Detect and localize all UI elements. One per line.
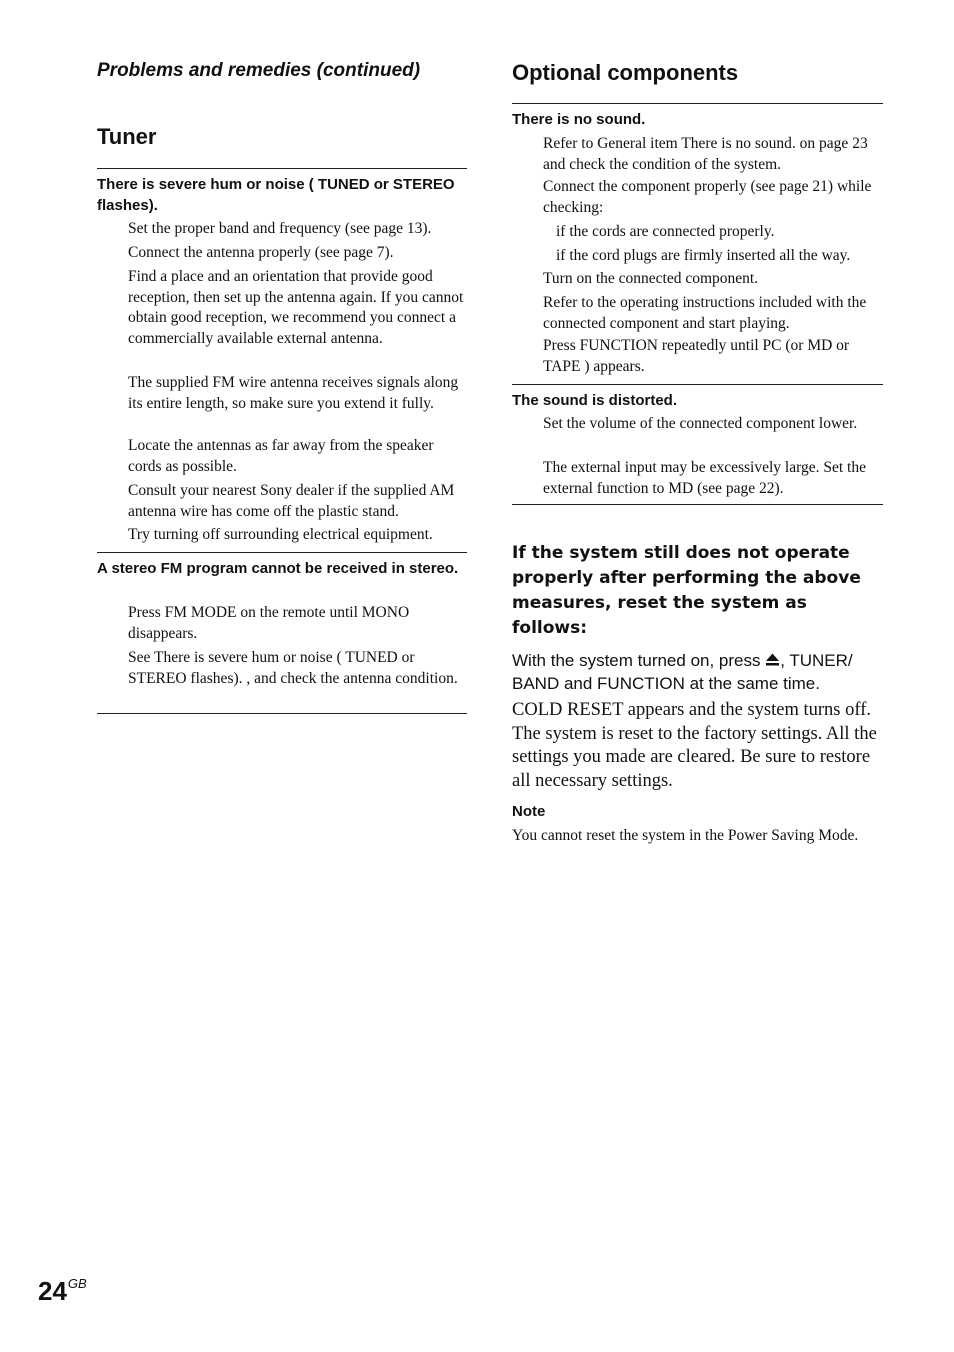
remedy-item: Try turning off surrounding electrical equipment.	[128, 526, 433, 543]
note-label: Note	[512, 803, 546, 820]
problem-heading: There is no sound.	[512, 111, 646, 128]
remedy-item: Press FM MODE on the remote until MONO disappears.	[128, 604, 410, 642]
remedy-item: The external input may be excessively large. Set the external function to MD (see page 22).	[543, 459, 866, 497]
remedy-item: Refer to the operating instructions included with the connected component and start playing.	[543, 294, 867, 332]
note-text: You cannot reset the system in the Power Saving Mode.	[512, 827, 859, 844]
remedy-item: Set the proper band and frequency (see page 13).	[128, 220, 432, 237]
divider	[512, 384, 883, 385]
reset-instruction-pre: With the system turned on, press	[512, 651, 761, 670]
remedy-item: Press FUNCTION repeatedly until PC (or MD or TAPE ) appears.	[543, 337, 850, 375]
divider	[97, 552, 467, 553]
problem-heading: The sound is distorted.	[512, 392, 678, 409]
problem-heading: A stereo FM program cannot be received in stereo.	[97, 560, 459, 577]
reset-result: COLD RESET appears and the system turns off. The system is reset to the factory settings. All the settings you made are cleared. Be sure to restore all necessary settings.	[512, 700, 877, 791]
problem-heading: There is severe hum or noise ( TUNED or STEREO flashes).	[97, 176, 455, 214]
eject-icon	[765, 651, 780, 673]
running-head: Problems and remedies (continued)	[97, 60, 421, 81]
divider	[512, 103, 883, 104]
remedy-item: Turn on the connected component.	[543, 270, 759, 287]
remedy-item: Consult your nearest Sony dealer if the supplied AM antenna wire has come off the plastic stand.	[128, 482, 455, 520]
page-number-value: 24	[38, 1276, 67, 1306]
section-title-optional-components: Optional components	[512, 60, 739, 85]
remedy-item: Refer to General item There is no sound. on page 23 and check the condition of the system.	[543, 135, 868, 173]
remedy-item: Connect the antenna properly (see page 7).	[128, 244, 394, 261]
remedy-item: Locate the antennas as far away from the speaker cords as possible.	[128, 437, 434, 475]
remedy-item: See There is severe hum or noise ( TUNED or STEREO flashes). , and check the antenna condition.	[128, 649, 458, 687]
remedy-item: Find a place and an orientation that provide good reception, then set up the antenna again. If you cannot obtain good reception, we recommend you connect a commercially available external antenna.	[128, 268, 464, 347]
divider	[512, 504, 883, 505]
divider	[97, 713, 467, 714]
section-title-tuner: Tuner	[97, 124, 157, 149]
page-number-suffix: GB	[67, 1276, 87, 1291]
reset-instruction-post: , TUNER/ BAND and FUNCTION at the same time.	[512, 651, 853, 693]
reset-heading: If the system still does not operate properly after performing the above measures, reset the system as follows:	[512, 543, 861, 638]
remedy-item: Connect the component properly (see page 21) while checking:	[543, 178, 872, 216]
remedy-item: The supplied FM wire antenna receives signals along its entire length, so make sure you extend it fully.	[128, 374, 459, 412]
divider	[97, 168, 467, 169]
remedy-subitem: if the cords are connected properly.	[556, 223, 775, 240]
remedy-item: Set the volume of the connected component lower.	[543, 415, 858, 432]
remedy-subitem: if the cord plugs are firmly inserted all the way.	[556, 247, 851, 264]
page-number	[38, 1276, 87, 1307]
reset-instruction	[512, 650, 883, 695]
